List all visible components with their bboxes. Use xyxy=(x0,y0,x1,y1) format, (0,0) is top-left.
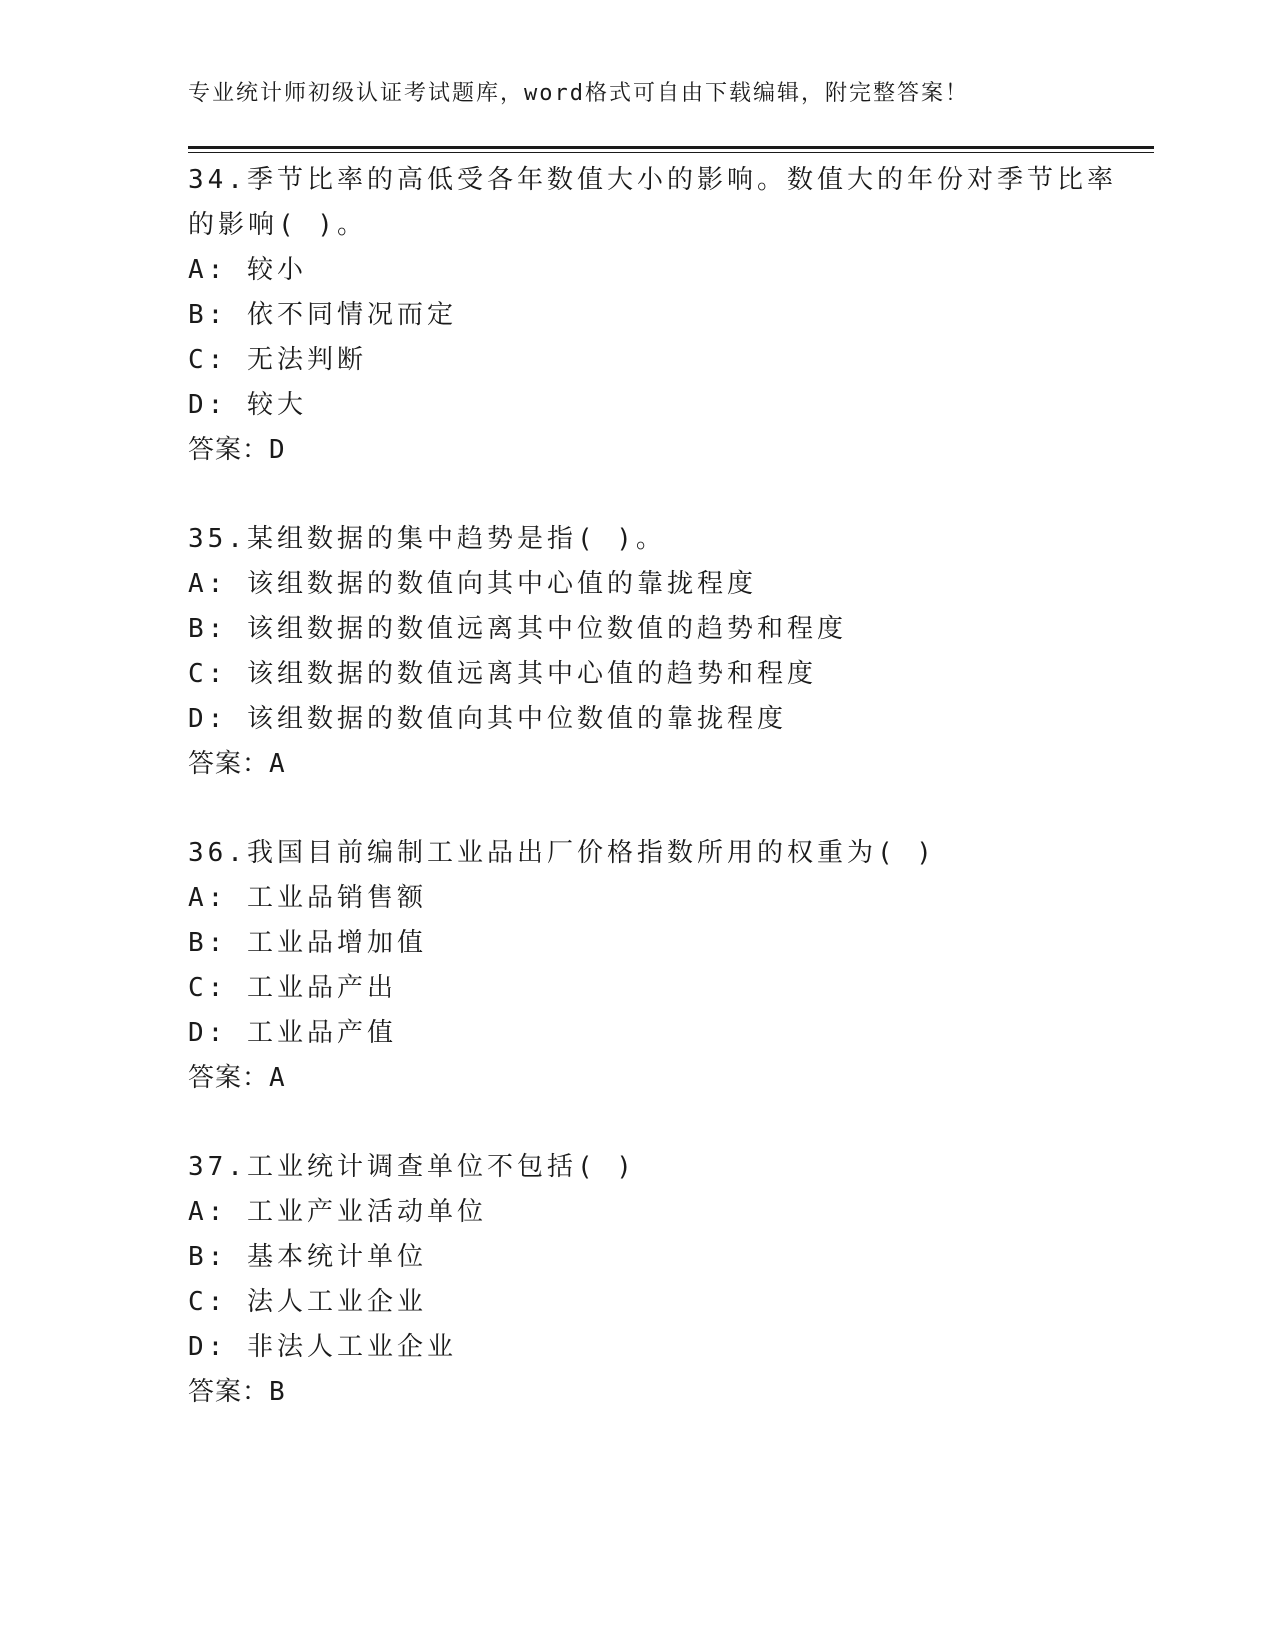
question-stem: 35.某组数据的集中趋势是指( )。 xyxy=(188,524,666,554)
answer-value: A xyxy=(269,749,286,779)
option-b: B: 该组数据的数值远离其中位数值的趋势和程度 xyxy=(188,614,847,644)
option-d: D: 较大 xyxy=(188,390,307,420)
question-34 xyxy=(188,158,1128,473)
option-a: A: 该组数据的数值向其中心值的靠拢程度 xyxy=(188,569,757,599)
option-d: D: 非法人工业企业 xyxy=(188,1332,457,1362)
answer-value: B xyxy=(269,1377,286,1407)
answer-label: 答案： xyxy=(188,1377,270,1407)
question-stem: 36.我国目前编制工业品出厂价格指数所用的权重为( ) xyxy=(188,838,936,868)
page-header: 专业统计师初级认证考试题库，word格式可自由下载编辑，附完整答案！ xyxy=(188,81,969,106)
option-d: D: 该组数据的数值向其中位数值的靠拢程度 xyxy=(188,704,787,734)
question-37 xyxy=(188,1145,1128,1415)
option-b: B: 依不同情况而定 xyxy=(188,300,457,330)
answer-label: 答案： xyxy=(188,435,270,465)
question-stem: 34.季节比率的高低受各年数值大小的影响。数值大的年份对季节比率 xyxy=(188,165,1117,195)
option-a: A: 工业产业活动单位 xyxy=(188,1197,487,1227)
option-b: B: 工业品增加值 xyxy=(188,928,427,958)
question-stem: 37.工业统计调查单位不包括( ) xyxy=(188,1152,636,1182)
question-list xyxy=(188,158,1128,1415)
answer-label: 答案： xyxy=(188,1063,270,1093)
answer-label: 答案： xyxy=(188,749,270,779)
option-d: D: 工业品产值 xyxy=(188,1018,397,1048)
answer xyxy=(188,742,1128,787)
option-a: A: 较小 xyxy=(188,255,307,285)
answer-value: D xyxy=(269,435,286,465)
option-b: B: 基本统计单位 xyxy=(188,1242,427,1272)
option-c: C: 法人工业企业 xyxy=(188,1287,427,1317)
answer xyxy=(188,428,1128,473)
option-a: A: 工业品销售额 xyxy=(188,883,427,913)
question-35 xyxy=(188,517,1128,787)
question-stem: 的影响( )。 xyxy=(188,210,367,240)
answer-value: A xyxy=(269,1063,286,1093)
header-rule-thick xyxy=(188,146,1154,149)
header-rule-thin xyxy=(188,152,1154,153)
answer xyxy=(188,1056,1128,1101)
option-c: C: 无法判断 xyxy=(188,345,367,375)
option-c: C: 该组数据的数值远离其中心值的趋势和程度 xyxy=(188,659,817,689)
answer xyxy=(188,1370,1128,1415)
question-36 xyxy=(188,831,1128,1101)
option-c: C: 工业品产出 xyxy=(188,973,397,1003)
